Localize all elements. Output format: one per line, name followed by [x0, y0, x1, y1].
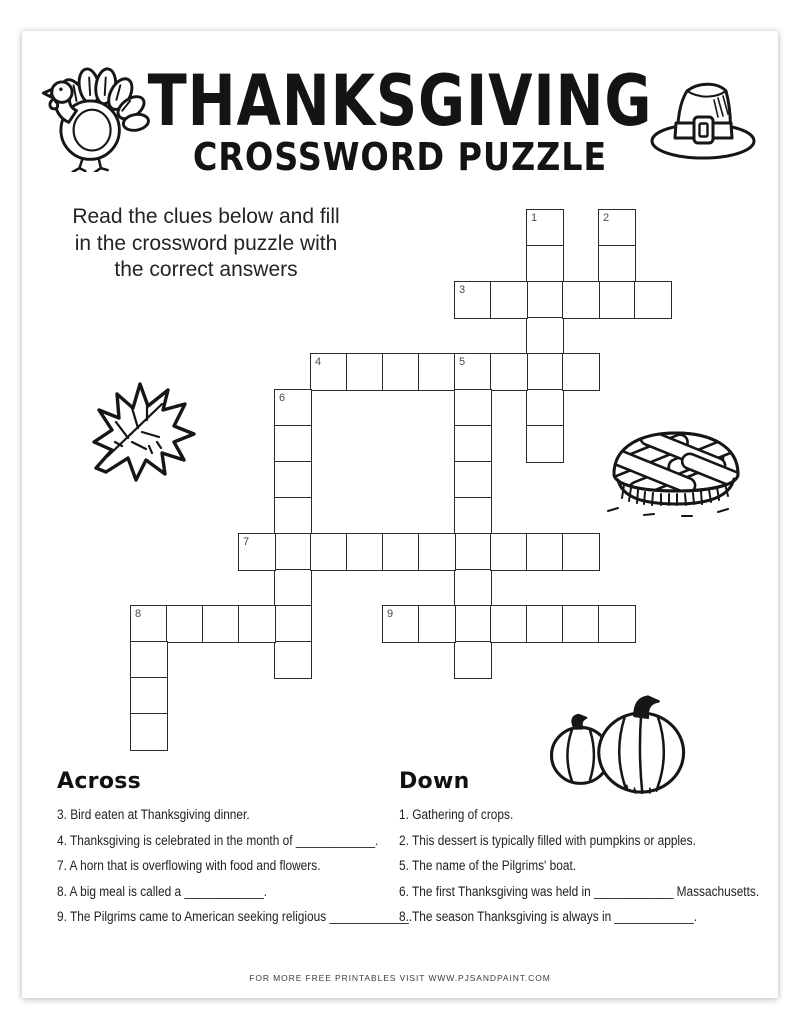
- clue-number: 5: [459, 356, 466, 368]
- crossword-cell[interactable]: [598, 245, 636, 283]
- crossword-cell[interactable]: [130, 713, 168, 751]
- clue-number: 9: [387, 608, 394, 620]
- crossword-cell[interactable]: [526, 533, 564, 571]
- crossword-cell[interactable]: [454, 461, 492, 499]
- crossword-cell[interactable]: [274, 425, 312, 463]
- clue-number: 4: [315, 356, 322, 368]
- crossword-cell[interactable]: [454, 533, 492, 571]
- instructions-line: Read the clues below and fill: [72, 205, 340, 228]
- clue-number: 1: [531, 212, 538, 224]
- crossword-cell[interactable]: [454, 425, 492, 463]
- crossword-cell[interactable]: [634, 281, 672, 319]
- instructions-line: the correct answers: [114, 258, 298, 281]
- down-clue-2: 2. This dessert is typically filled with pumpkins or apples.: [399, 832, 696, 848]
- clue-number: 3: [459, 284, 466, 296]
- crossword-cell[interactable]: [346, 533, 384, 571]
- crossword-cell[interactable]: [418, 353, 456, 391]
- down-clue-1: 1. Gathering of crops.: [399, 807, 514, 822]
- crossword-cell[interactable]: [274, 533, 312, 571]
- autumn-leaf-icon: [86, 376, 202, 490]
- crossword-cell[interactable]: [454, 497, 492, 535]
- crossword-cell[interactable]: [526, 389, 564, 427]
- crossword-cell[interactable]: [274, 569, 312, 607]
- crossword-cell[interactable]: [202, 605, 240, 643]
- across-clue-4: 4. Thanksgiving is celebrated in the month of ____________.: [57, 832, 379, 848]
- crossword-cell[interactable]: [454, 641, 492, 679]
- crossword-cell[interactable]: [562, 281, 600, 319]
- crossword-cell[interactable]: [562, 353, 600, 391]
- crossword-cell[interactable]: [274, 605, 312, 643]
- crossword-cell[interactable]: [526, 281, 564, 319]
- footer-credit: FOR MORE FREE PRINTABLES VISIT WWW.PJSANDPAINT.COM: [249, 973, 551, 983]
- crossword-cell[interactable]: [526, 605, 564, 643]
- crossword-cell[interactable]: [454, 605, 492, 643]
- pie-icon: [596, 424, 759, 519]
- across-clue-9: 9. The Pilgrims came to American seeking religious ____________.: [57, 909, 413, 924]
- crossword-cell[interactable]: [130, 677, 168, 715]
- across-clue-3: 3. Bird eaten at Thanksgiving dinner.: [57, 807, 250, 822]
- crossword-cell[interactable]: [274, 497, 312, 535]
- across-heading: Across: [57, 769, 142, 794]
- down-heading: Down: [399, 769, 470, 794]
- across-clues-section: [57, 770, 427, 936]
- down-clues-section: [399, 770, 769, 936]
- crossword-cell[interactable]: [454, 569, 492, 607]
- crossword-cell[interactable]: [598, 605, 636, 643]
- across-clue-7: 7. A horn that is overflowing with food and flowers.: [57, 858, 321, 873]
- crossword-cell[interactable]: [166, 605, 204, 643]
- clue-number: 2: [603, 212, 610, 224]
- clue-number: 6: [279, 392, 286, 404]
- crossword-cell[interactable]: [598, 281, 636, 319]
- crossword-cell[interactable]: [526, 317, 564, 355]
- crossword-cell[interactable]: [382, 353, 420, 391]
- down-clue-5: 5. The name of the Pilgrims' boat.: [399, 858, 577, 873]
- clue-number: 8: [135, 608, 142, 620]
- crossword-cell[interactable]: [238, 605, 276, 643]
- crossword-cell[interactable]: [526, 425, 564, 463]
- crossword-cell[interactable]: [310, 533, 348, 571]
- down-clue-6: 6. The first Thanksgiving was held in ____________ Massachusetts.: [399, 883, 760, 899]
- crossword-cell[interactable]: [130, 641, 168, 679]
- instructions-line: in the crossword puzzle with: [74, 231, 338, 255]
- crossword-cell[interactable]: [526, 353, 564, 391]
- crossword-cell[interactable]: [526, 245, 564, 283]
- crossword-cell[interactable]: [562, 605, 600, 643]
- page-subtitle: CROSSWORD PUZZLE: [192, 135, 608, 179]
- crossword-cell[interactable]: [454, 389, 492, 427]
- crossword-cell[interactable]: [490, 353, 528, 391]
- crossword-cell[interactable]: [382, 533, 420, 571]
- crossword-cell[interactable]: [490, 605, 528, 643]
- down-clue-8: 8. The season Thanksgiving is always in ____________.: [399, 909, 698, 924]
- crossword-cell[interactable]: [490, 533, 528, 571]
- crossword-grid: [131, 210, 673, 752]
- across-clue-8: 8. A big meal is called a ____________.: [57, 883, 268, 899]
- page-title: THANKSGIVING: [147, 60, 653, 142]
- pilgrim-hat-icon: [646, 72, 761, 167]
- crossword-cell[interactable]: [418, 605, 456, 643]
- crossword-cell[interactable]: [418, 533, 456, 571]
- clue-number: 7: [243, 536, 250, 548]
- crossword-cell[interactable]: [274, 641, 312, 679]
- crossword-cell[interactable]: [562, 533, 600, 571]
- crossword-cell[interactable]: [346, 353, 384, 391]
- crossword-cell[interactable]: [274, 461, 312, 499]
- crossword-cell[interactable]: [490, 281, 528, 319]
